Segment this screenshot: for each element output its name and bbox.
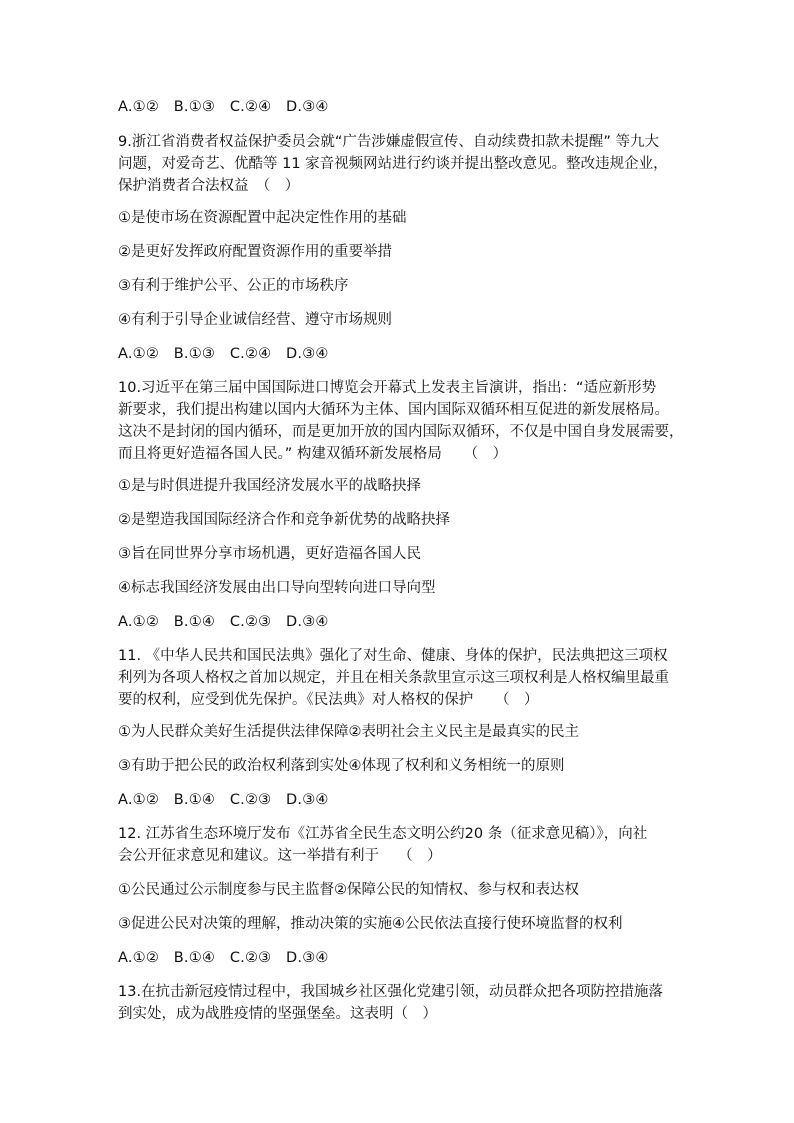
q10-stem-line: 10.习近平在第三届中国国际进口博览会开幕式上发表主旨演讲，指出：“适应新形势	[118, 380, 657, 396]
q11-item-line: ①为人民群众美好生活提供法律保障②表明社会主义民主是最真实的民主	[118, 724, 579, 740]
q11-stem-line: 要的权利，应受到优先保护。《民法典》对人格权的保护 （ ）	[118, 692, 539, 708]
q12-stem-line: 会公开征求意见和建议。这一举措有利于 （ ）	[118, 848, 442, 864]
q10-stem-line: 新要求，我们提出构建以国内大循环为主体、国内国际双循环相互促进的新发展格局。	[118, 402, 669, 418]
q9-item-4: ④有利于引导企业诚信经营、遵守市场规则	[118, 312, 392, 328]
q10-answer-options: A.①② B.①④ C.②③ D.③④	[118, 614, 329, 630]
q10-stem-line: 而且将更好造福各国人民。” 构建双循环新发展格局 （ ）	[118, 446, 508, 462]
q9-item-1: ①是使市场在资源配置中起决定性作用的基础	[118, 210, 407, 226]
q11-item-line: ③有助于把公民的政治权利落到实处④体现了权利和义务相统一的原则	[118, 758, 565, 774]
q10-item-3: ③旨在同世界分享市场机遇，更好造福各国人民	[118, 546, 421, 562]
q9-item-3: ③有利于维护公平、公正的市场秩序	[118, 278, 349, 294]
q11-stem-line: 利列为各项人格权之首加以规定，并且在相关条款里宣示这三项权利是人格权编里最重	[118, 670, 669, 686]
q9-item-2: ②是更好发挥政府配置资源作用的重要举措	[118, 244, 392, 260]
q10-item-1: ①是与时俱进提升我国经济发展水平的战略抉择	[118, 478, 421, 494]
q12-answer-options: A.①② B.①④ C.②③ D.③④	[118, 950, 329, 966]
q10-stem-line: 这决不是封闭的国内循环，而是更加开放的国内国际双循环，不仅是中国自身发展需要，	[118, 424, 684, 440]
q10-item-4: ④标志我国经济发展由出口导向型转向进口导向型	[118, 580, 436, 596]
q12-item-line: ①公民通过公示制度参与民主监督②保障公民的知情权、参与权和表达权	[118, 882, 579, 898]
q11-answer-options: A.①② B.①④ C.②③ D.③④	[118, 792, 329, 808]
q13-stem-line: 13.在抗击新冠疫情过程中，我国城乡社区强化党建引领，动员群众把各项防控措施落	[118, 984, 664, 1000]
q8-answer-options: A.①② B.①③ C.②④ D.③④	[118, 99, 329, 115]
q13-stem-line: 到实处，成为战胜疫情的坚强堡垒。这表明（ ）	[118, 1006, 437, 1022]
q9-stem-line: 9.浙江省消费者权益保护委员会就“广告涉嫌虚假宣传、自动续费扣款未提醒” 等九大	[118, 134, 659, 150]
q9-stem-line: 问题，对爱奇艺、优酷等 11 家音视频网站进行约谈并提出整改意见。整改违规企业，	[118, 156, 668, 172]
q11-stem-line: 11. 《中华人民共和国民法典》强化了对生命、健康、身体的保护，民法典把这三项权	[118, 648, 668, 664]
q9-stem-line: 保护消费者合法权益 （ ）	[118, 178, 300, 194]
q12-stem-line: 12. 江苏省生态环境厅发布《江苏省全民生态文明公约20 条（征求意见稿）》，向社	[118, 826, 648, 842]
q10-item-2: ②是塑造我国国际经济合作和竞争新优势的战略抉择	[118, 512, 450, 528]
q9-answer-options: A.①② B.①③ C.②④ D.③④	[118, 346, 329, 362]
q12-item-line: ③促进公民对决策的理解，推动决策的实施④公民依法直接行使环境监督的权利	[118, 916, 623, 932]
